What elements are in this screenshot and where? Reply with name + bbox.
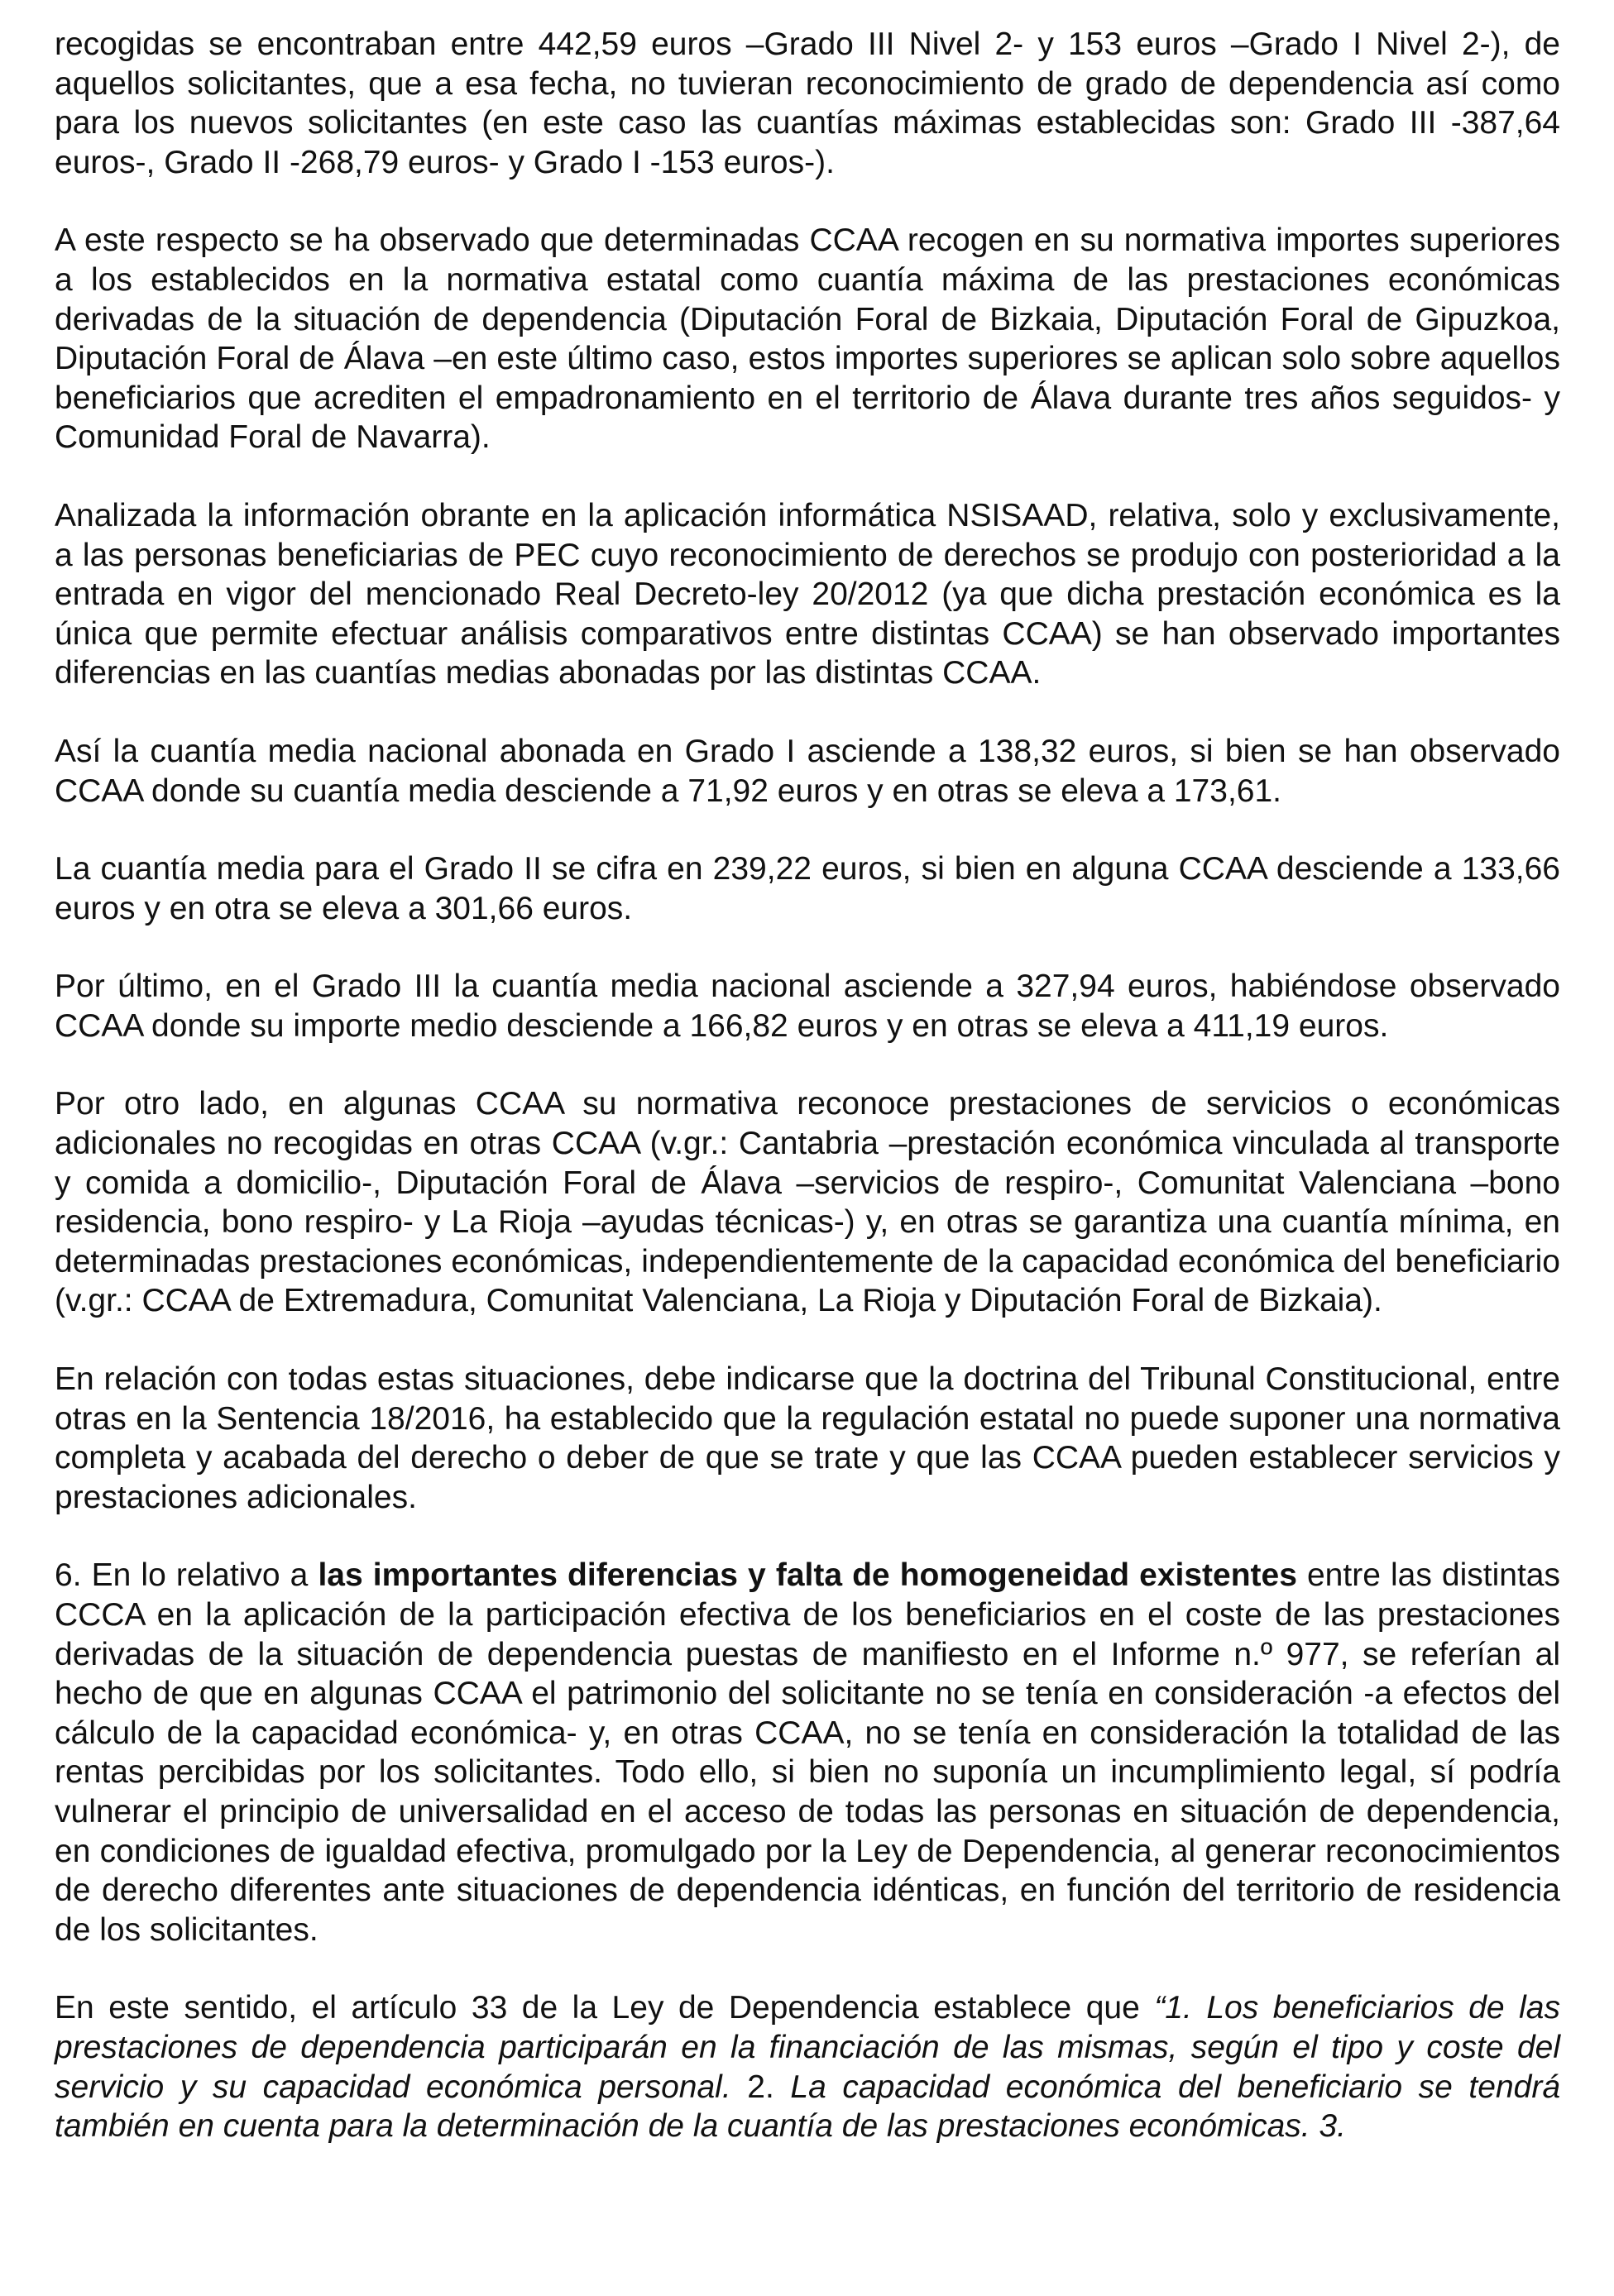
paragraph-5-text: La cuantía media para el Grado II se cifra en 239,22 euros, si bien en alguna CCAA desciende a 133,66 euros y en otra se eleva a 301,66 euros.	[55, 851, 1560, 926]
paragraph-4-text: Así la cuantía media nacional abonada en Grado I asciende a 138,32 euros, si bien se han observado CCAA donde su cuantía media desciende a 71,92 euros y en otras se eleva a 173,61.	[55, 733, 1560, 809]
paragraph-2-text: A este respecto se ha observado que determinadas CCAA recogen en su normativa importes superiores a los establecidos en la normativa estatal como cuantía máxima de las prestaciones económicas derivadas de la situación de dependencia (Diputación Foral de Bizkaia, Diputación Foral de Gipuzkoa, Diputación Foral de Álava –en este último caso, estos importes superiores se aplican solo sobre aquellos beneficiarios que acrediten el empadronamiento en el territorio de Álava durante tres años seguidos- y Comunidad Foral de Navarra).	[55, 222, 1560, 456]
paragraph-8	[55, 1360, 1560, 1517]
paragraph-6	[55, 967, 1560, 1045]
paragraph-10-quote-1: “1. Los beneficiarios de las prestaciones de dependencia participarán en la financiación de las mismas, según el tipo y coste del servicio y su capacidad económica personal.	[55, 1990, 1560, 2105]
paragraph-6-text: Por último, en el Grado III la cuantía media nacional asciende a 327,94 euros, habiéndose observado CCAA donde su importe medio desciende a 166,82 euros y en otras se eleva a 411,19 euros.	[55, 969, 1560, 1044]
paragraph-10-start: En este sentido, el artículo 33 de la Ley de Dependencia establece que	[55, 1990, 1155, 2026]
paragraph-8-text: En relación con todas estas situaciones, debe indicarse que la doctrina del Tribunal Constitucional, entre otras en la Sentencia 18/2016, ha establecido que la regulación estatal no puede suponer una normativa completa y acabada del derecho o deber de que se trate y que las CCAA pueden establecer servicios y prestaciones adicionales.	[55, 1361, 1560, 1515]
paragraph-9-start: 6. En lo relativo a	[55, 1557, 318, 1594]
paragraph-5	[55, 849, 1560, 928]
paragraph-10-quote-2: La capacidad económica del beneficiario se tendrá también en cuenta para la determinación de la cuantía de las prestaciones económicas. 3.	[55, 2069, 1561, 2145]
paragraph-7	[55, 1084, 1560, 1321]
paragraph-10	[55, 1988, 1560, 2145]
paragraph-4	[55, 732, 1560, 811]
paragraph-10-number-2: 2.	[730, 2069, 791, 2105]
paragraph-9-emphasis: las importantes diferencias y falta de homogeneidad existentes	[318, 1557, 1297, 1594]
paragraph-2	[55, 221, 1560, 457]
paragraph-1	[55, 25, 1560, 182]
paragraph-3	[55, 496, 1560, 693]
paragraph-7-text: Por otro lado, en algunas CCAA su normativa reconoce prestaciones de servicios o económicas adicionales no recogidas en otras CCAA (v.gr.: Cantabria –prestación económica vinculada al transporte y comida a domicilio-, Diputación Foral de Álava –servicios de respiro-, Comunitat Valenciana –bono residencia, bono respiro- y La Rioja –ayudas técnicas-) y, en otras se garantiza una cuantía mínima, en determinadas prestaciones económicas, independientemente de la capacidad económica del beneficiario (v.gr.: CCAA de Extremadura, Comunitat Valenciana, La Rioja y Diputación Foral de Bizkaia).	[55, 1086, 1560, 1319]
paragraph-9-rest: entre las distintas CCCA en la aplicación de la participación efectiva de los beneficiarios en el coste de las prestaciones derivadas de la situación de dependencia puestas de manifiesto en el Informe n.º 977, se referían al hecho de que en algunas CCAA el patrimonio del solicitante no se tenía en consideración -a efectos del cálculo de la capacidad económica- y, en otras CCAA, no se tenía en consideración la totalidad de las rentas percibidas por los solicitantes. Todo ello, si bien no suponía un incumplimiento legal, sí podría vulnerar el principio de universalidad en el acceso de todas las personas en situación de dependencia, en condiciones de igualdad efectiva, promulgado por la Ley de Dependencia, al generar reconocimientos de derecho diferentes ante situaciones de dependencia idénticas, en función del territorio de residencia de los solicitantes.	[55, 1557, 1560, 1948]
document-page	[55, 25, 1560, 2185]
paragraph-3-text: Analizada la información obrante en la aplicación informática NSISAAD, relativa, solo y exclusivamente, a las personas beneficiarias de PEC cuyo reconocimiento de derechos se produjo con posterioridad a la entrada en vigor del mencionado Real Decreto-ley 20/2012 (ya que dicha prestación económica es la única que permite efectuar análisis comparativos entre distintas CCAA) se han observado importantes diferencias en las cuantías medias abonadas por las distintas CCAA.	[55, 497, 1560, 691]
paragraph-9	[55, 1556, 1560, 1949]
paragraph-1-text: recogidas se encontraban entre 442,59 euros –Grado III Nivel 2- y 153 euros –Grado I Nivel 2-), de aquellos solicitantes, que a esa fecha, no tuvieran reconocimiento de grado de dependencia así como para los nuevos solicitantes (en este caso las cuantías máximas establecidas son: Grado III -387,64 euros-, Grado II -268,79 euros- y Grado I -153 euros-).	[55, 26, 1560, 180]
